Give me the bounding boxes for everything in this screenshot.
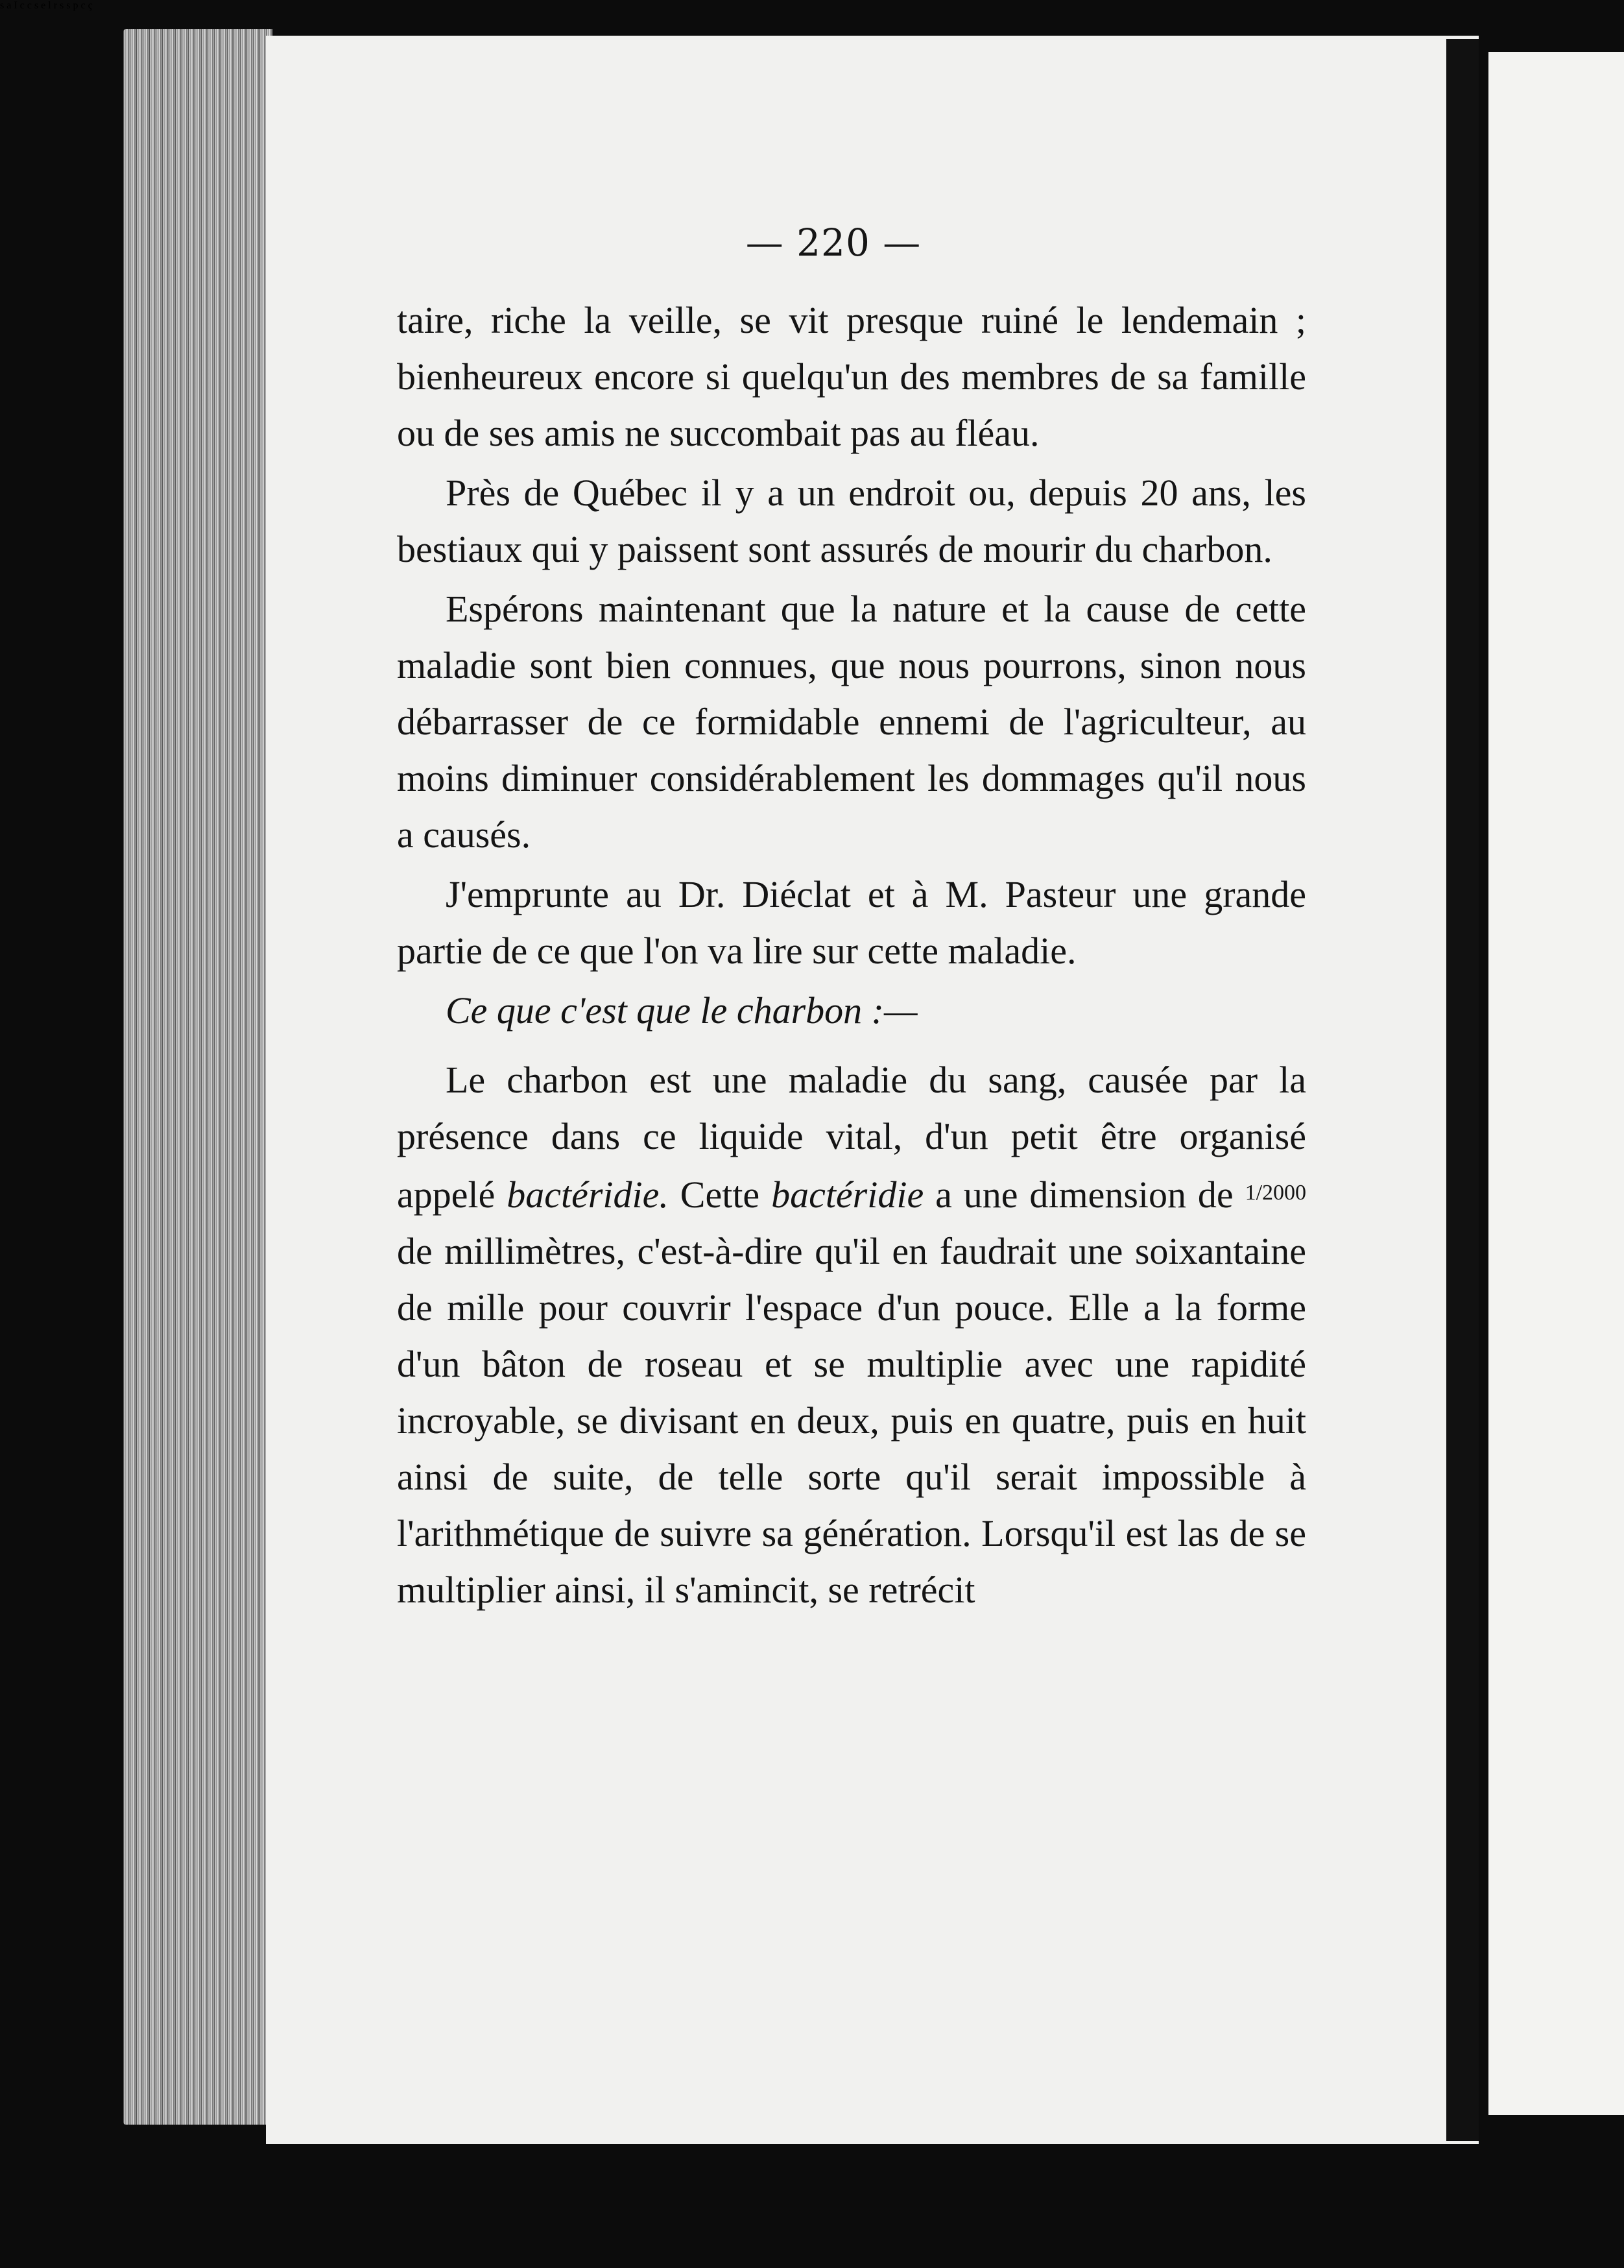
next-page-glyph: l (48, 0, 51, 11)
paragraph: Espérons maintenant que la nature et la cause de cette maladie sont bien connues, que nous pourrons, sinon nous débarrasser de ce formidable ennemi de l'agriculteur, au moins diminuer considérablement les dommages qu'il nous a causés. (397, 588, 1306, 856)
paragraph-text: Cette (668, 1174, 772, 1216)
next-page-glyph: c (27, 0, 32, 11)
next-page-glyph: a (6, 0, 12, 11)
next-page-glyph: s (60, 0, 64, 11)
paragraph-text: a une dimension de (924, 1174, 1245, 1216)
page-edges (123, 29, 272, 2125)
page-body (397, 292, 1306, 1621)
next-page (1488, 52, 1624, 2115)
next-page-glyph: s (0, 0, 5, 11)
paragraph: Près de Québec il y a un endroit ou, depuis 20 ans, les bestiaux qui y paissent sont assurés de mourir du charbon. (397, 472, 1306, 570)
next-page-glyph: c (80, 0, 86, 11)
next-page-glyph: s (34, 0, 39, 11)
page-number: — 220 — (745, 221, 922, 265)
next-page-glyph: c (19, 0, 25, 11)
next-page-glyph: e (41, 0, 46, 11)
next-page-glyph: ç (88, 0, 93, 11)
italic-term: bactéridie. (507, 1174, 669, 1216)
section-subheading: Ce que c'est que le charbon :— (446, 989, 918, 1031)
paragraph-text: de millimètres, c'est-à-dire qu'il en faudrait une soixantaine de mille pour couvrir l'espace d'un pouce. Elle a la forme d'un bâton de roseau et se multiplie avec une rapidité incroyable, se divisant en deux, puis en quatre, puis en huit ainsi de suite, de telle sorte qu'il serait impossible à l'arithmétique de suivre sa génération. Lorsqu'il est las de se multiplier ainsi, il s'amincit, se retrécit (397, 1230, 1306, 1611)
paragraph: taire, riche la veille, se vit presque ruiné le lendemain ; bienheureux encore si quelqu'un des membres de sa famille ou de ses amis ne succombait pas au fléau. (397, 299, 1306, 454)
paragraph-text: Le charbon est une maladie du sang, causée par la présence dans ce liquide vital, d'un petit être organisé appelé (397, 1059, 1306, 1216)
paragraph (397, 1052, 1306, 1618)
next-page-glyph: r (53, 0, 58, 11)
italic-term: bactéridie (771, 1174, 924, 1216)
next-page-glyph: s (66, 0, 71, 11)
next-page-fragment (0, 0, 1624, 12)
fraction: 1/2000 (1245, 1181, 1307, 1205)
paragraph: J'emprunte au Dr. Diéclat et à M. Pasteur une grande partie de ce que l'on va lire sur cette maladie. (397, 873, 1306, 972)
next-page-glyph: p (73, 0, 78, 11)
next-page-glyph: I (14, 0, 18, 11)
binding-gutter (1446, 39, 1479, 2141)
